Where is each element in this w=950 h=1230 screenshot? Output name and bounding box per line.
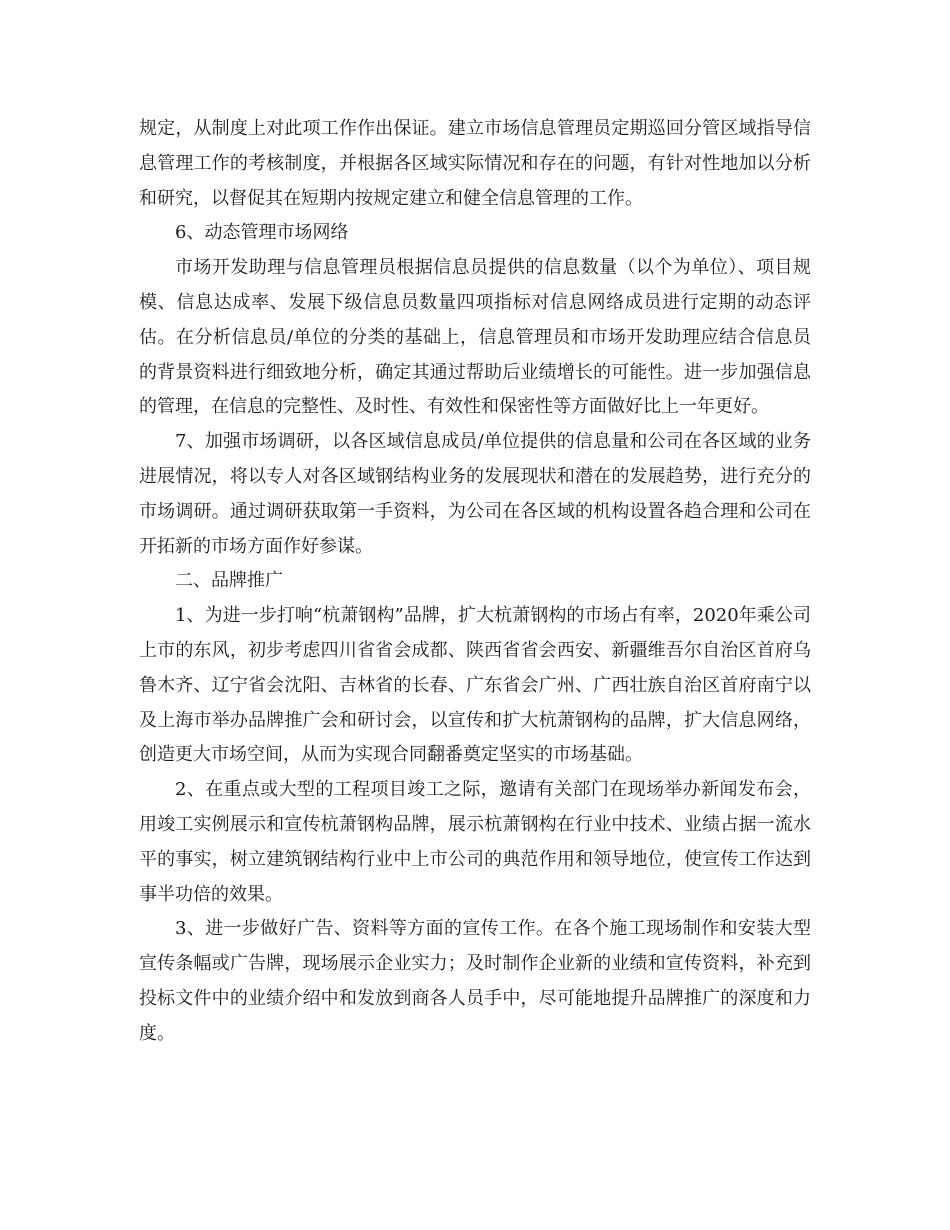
paragraph-advertising: 3、进一步做好广告、资料等方面的宣传工作。在各个施工现场制作和安装大型宣传条幅或广告牌，现场展示企业实力；及时制作企业新的业绩和宣传资料，补充到投标文件中的业绩介绍中和发放到商各人员手中，尽可能地提升品牌推广的深度和力度。 (139, 918, 811, 1044)
paragraph-market-research: 7、加强市场调研，以各区域信息成员/单位提供的信息量和公司在各区域的业务进展情况，将以专人对各区域钢结构业务的发展现状和潜在的发展趋势，进行充分的市场调研。通过调研获取第一手资料，为公司在各区域的机构设置各趋合理和公司在开拓新的市场方面作好参谋。 (139, 431, 811, 557)
paragraph-network-evaluation: 市场开发助理与信息管理员根据信息员提供的信息数量（以个为单位）、项目规模、信息达成率、发展下级信息员数量四项指标对信息网络成员进行定期的动态评估。在分析信息员/单位的分类的基础上，信息管理员和市场开发助理应结合信息员的背景资料进行细致地分析，确定其通过帮助后业绩增长的可能性。进一步加强信息的管理，在信息的完整性、及时性、有效性和保密性等方面做好比上一年更好。 (139, 257, 811, 418)
paragraph-press-conference: 2、在重点或大型的工程项目竣工之际，邀请有关部门在现场举办新闻发布会，用竣工实例展示和宣传杭萧钢构品牌，展示杭萧钢构在行业中技术、业绩占据一流水平的事实，树立建筑钢结构行业中上市公司的典范作用和领导地位，使宣传工作达到事半功倍的效果。 (139, 779, 811, 905)
document-body (139, 112, 811, 1052)
heading-brand-promotion: 二、品牌推广 (175, 570, 283, 592)
paragraph-continuation: 规定，从制度上对此项工作作出保证。建立市场信息管理员定期巡回分管区域指导信息管理工作的考核制度，并根据各区域实际情况和存在的问题，有针对性地加以分析和研究，以督促其在短期内按规定建立和健全信息管理的工作。 (139, 118, 811, 209)
paragraph-brand-launch-events: 1、为进一步打响“杭萧钢构”品牌，扩大杭萧钢构的市场占有率，2020年乘公司上市的东风，初步考虑四川省省会成都、陕西省省会西安、新疆维吾尔自治区首府乌鲁木齐、辽宁省会沈阳、吉林省的长春、广东省会广州、广西壮族自治区首府南宁以及上海市举办品牌推广会和研讨会，以宣传和扩大杭萧钢构的品牌，扩大信息网络，创造更大市场空间，从而为实现合同翻番奠定坚实的市场基础。 (139, 605, 811, 766)
heading-dynamic-network-management: 6、动态管理市场网络 (175, 222, 349, 244)
